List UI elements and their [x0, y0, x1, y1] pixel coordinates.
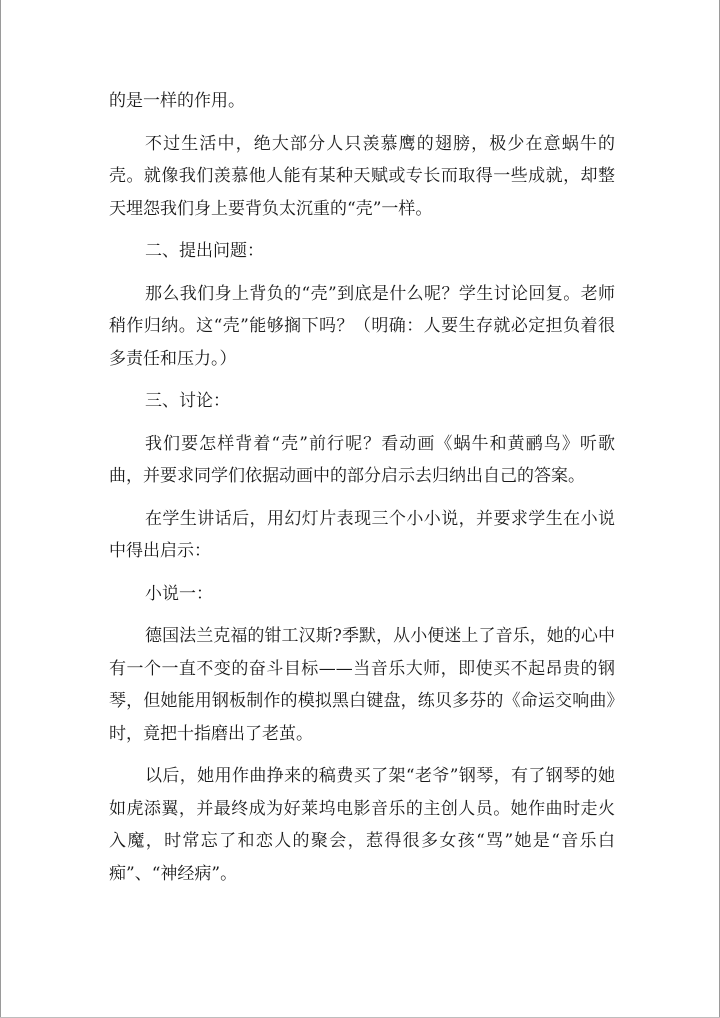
paragraph-gap [109, 493, 615, 503]
paragraph-gap [109, 118, 615, 128]
paragraph-continuation: 的是一样的作用。 [109, 91, 245, 111]
section-heading-raise-question: 二、提出问题： [145, 241, 264, 261]
paragraph-gap [109, 225, 615, 235]
section-heading-discussion: 三、讨论： [145, 391, 230, 411]
paragraph-gap [109, 375, 615, 385]
paragraph-gap [109, 568, 615, 578]
paragraph-story-one-later: 以后，她用作曲挣来的稿费买了架“老爷”钢琴，有了钢琴的她如虎添翼，并最终成为好莱坞电影音乐的主创人员。她作曲时走火入魔，时常忘了和恋人的聚会，惹得很多女孩“骂”她是“音乐白痴”、“神经病”。 [109, 766, 615, 884]
paragraph-gap [109, 418, 615, 428]
paragraph-story-one: 德国法兰克福的钳工汉斯?季默，从小便迷上了音乐，她的心中有一个一直不变的奋斗目标——当音乐大师，即使买不起昂贵的钢琴，但她能用钢板制作的模拟黑白键盘，练贝多芬的《命运交响曲》时，竟把十指磨出了老茧。 [109, 626, 615, 744]
paragraph-shell-question: 那么我们身上背负的“壳”到底是什么呢？学生讨论回复。老师稍作归纳。这“壳”能够搁下吗？（明确：人要生存就必定担负着很多责任和压力。） [109, 283, 615, 369]
paragraph-gap [109, 610, 615, 620]
paragraph-slides: 在学生讲话后，用幻灯片表现三个小小说，并要求学生在小说中得出启示： [109, 508, 615, 561]
paragraph-eagle-snail: 不过生活中，绝大部分人只羡慕鹰的翅膀，极少在意蜗牛的壳。就像我们羡慕他人能有某种天赋或专长而取得一些成就，却整天埋怨我们身上要背负太沉重的“壳”一样。 [109, 133, 615, 219]
page-border-left [0, 0, 1, 1018]
paragraph-gap [109, 268, 615, 278]
story-heading-one: 小说一： [145, 583, 213, 604]
document-body [109, 85, 615, 890]
paragraph-animation: 我们要怎样背着“壳”前行呢？看动画《蜗牛和黄鹂鸟》听歌曲，并要求同学们依据动画中的部分启示去归纳出自己的答案。 [109, 433, 615, 486]
paragraph-gap [109, 750, 615, 760]
